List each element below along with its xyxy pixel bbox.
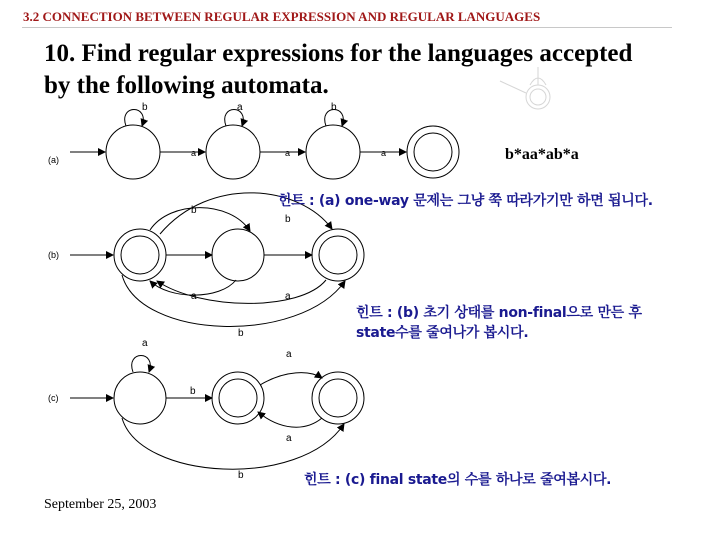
edge-b4-label: a (285, 291, 291, 302)
label-c: (c) (48, 393, 59, 403)
hint-a: 힌트 : (a) one-way 문제는 그냥 쭉 따라가기만 하면 됩니다. (278, 193, 653, 209)
edge-c4-label: a (286, 433, 292, 444)
edge-b5-label: b (238, 328, 244, 339)
state-a1 (106, 125, 160, 179)
state-b1 (114, 229, 166, 281)
edge-a2-label: a (285, 148, 291, 158)
edge-b2-label: b (285, 214, 291, 225)
automaton-a (48, 102, 459, 179)
automaton-b (48, 193, 364, 339)
edge-a1-label: a (191, 148, 197, 158)
hint-b-line2: state수를 줄여나가 봅시다. (356, 325, 529, 341)
hint-b (356, 303, 642, 343)
state-a4 (407, 126, 459, 178)
edge-b3-label: a (191, 291, 197, 302)
hint-b-line1: 힌트 : (b) 초기 상태를 non-final으로 만든 후 (356, 305, 642, 321)
state-b2 (212, 229, 264, 281)
edge-a3-label: a (381, 148, 387, 158)
state-c2 (212, 372, 264, 424)
loop-a2-label: a (237, 102, 243, 113)
edge-c2-label: b (190, 386, 196, 397)
edge-c3-label: a (286, 349, 292, 360)
state-a3 (306, 125, 360, 179)
edge-c5-label: b (238, 470, 244, 481)
slide-header: 3.2 CONNECTION BETWEEN REGULAR EXPRESSION AND REGULAR LANGUAGES (23, 9, 541, 24)
state-a2 (206, 125, 260, 179)
hint-c: 힌트 : (c) final state의 수를 하나로 줄여봅시다. (304, 472, 612, 488)
edge-c1-label: a (142, 338, 148, 349)
label-b: (b) (48, 250, 59, 260)
automaton-c (48, 338, 364, 481)
answer-a-regex: b*aa*ab*a (505, 146, 579, 163)
loop-a1-label: b (142, 102, 148, 113)
state-c3 (312, 372, 364, 424)
slide-title: 10. Find regular expressions for the languages accepted by the following automata. (44, 40, 633, 99)
state-c1 (114, 372, 166, 424)
footer-date: September 25, 2003 (44, 497, 157, 512)
label-a: (a) (48, 155, 59, 165)
state-b3 (312, 229, 364, 281)
loop-a3-label: b (331, 102, 337, 113)
edge-b1-label: b (191, 205, 197, 216)
